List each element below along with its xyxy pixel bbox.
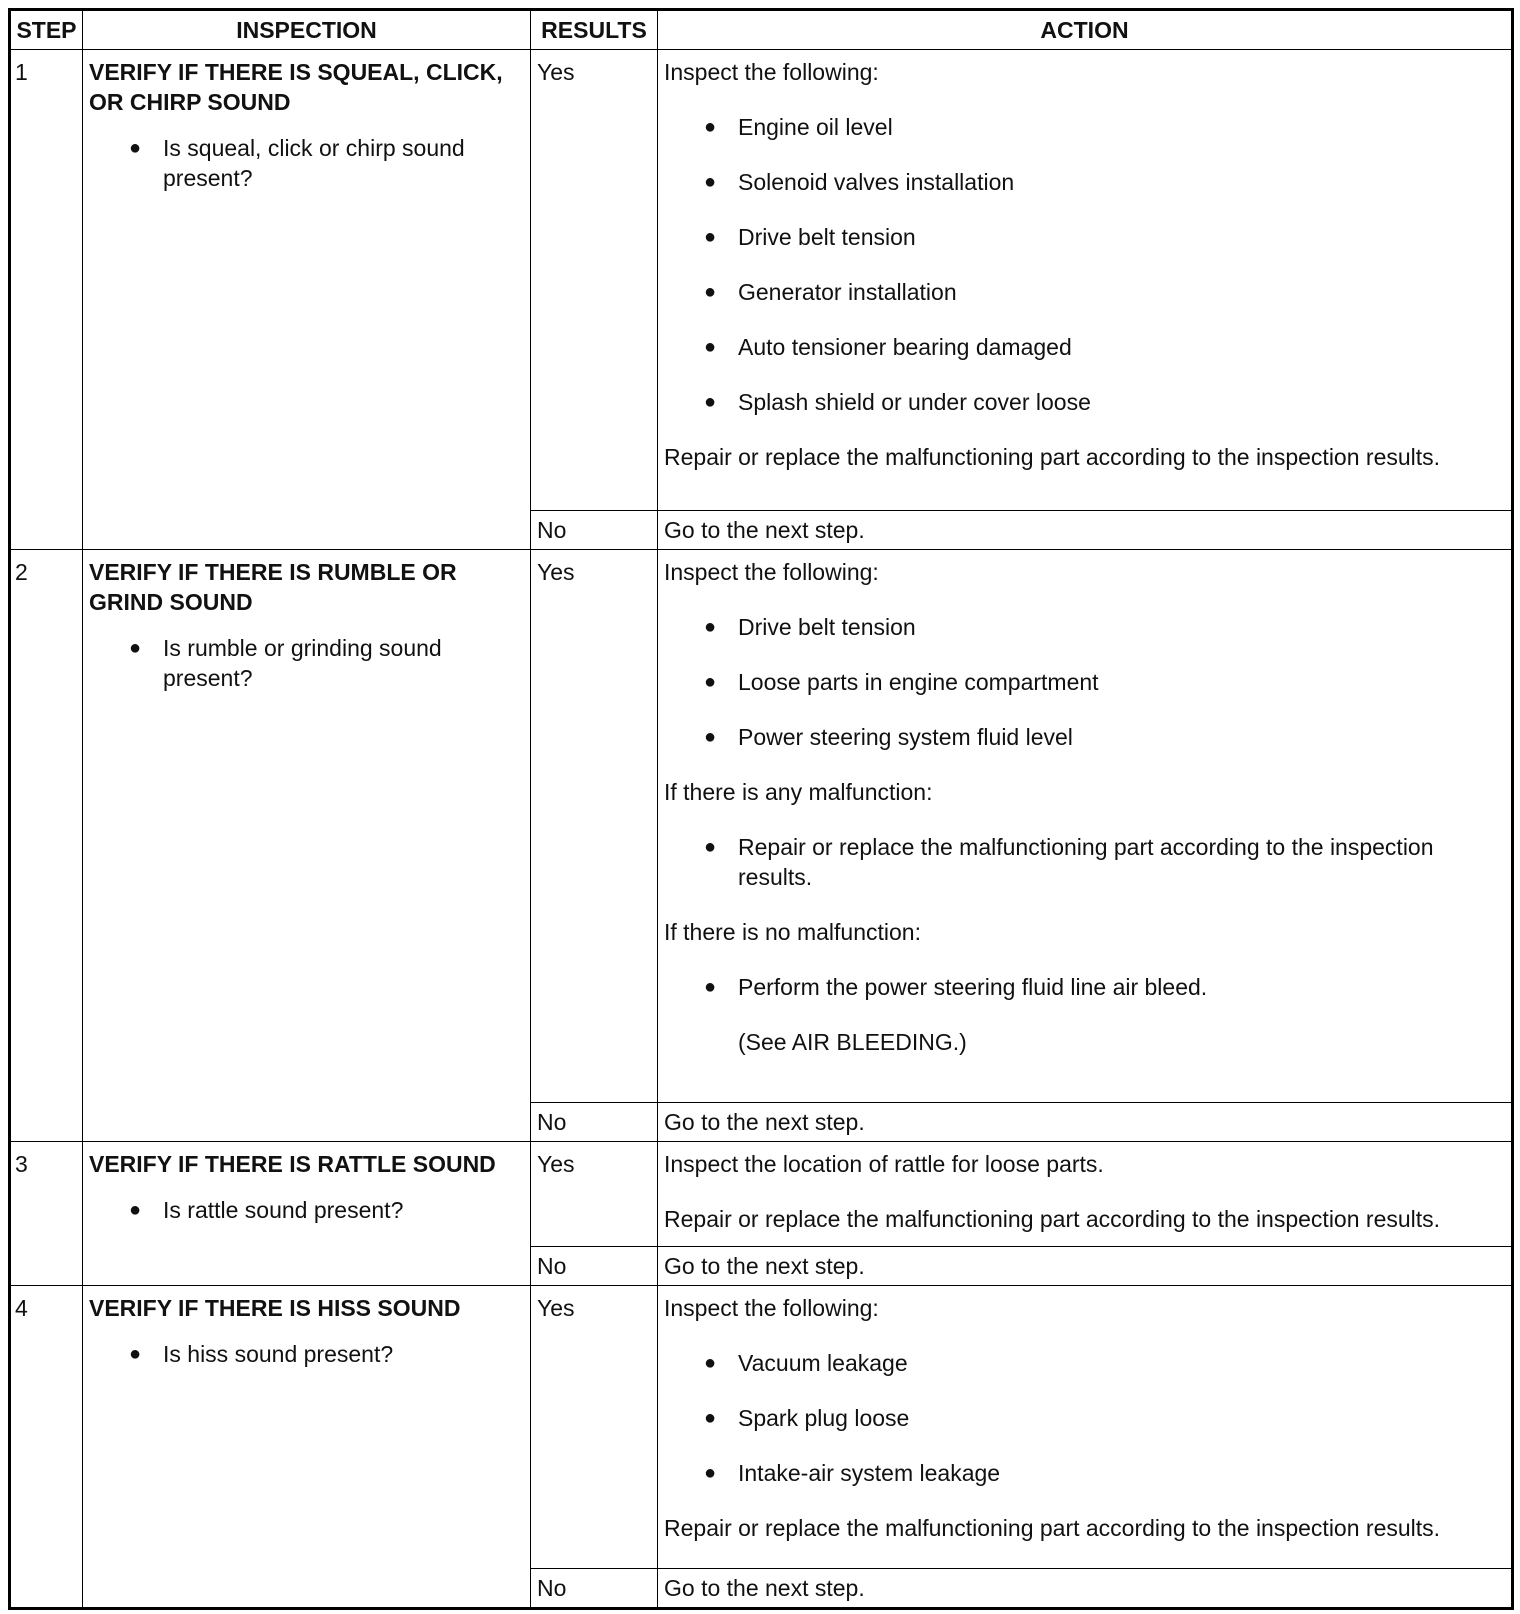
question-text: Is squeal, click or chirp sound present? (163, 135, 465, 191)
list-item (664, 612, 1505, 642)
list-item-text: Drive belt tension (738, 614, 916, 641)
action-intro: Inspect the following: (664, 59, 879, 85)
bullet-icon: ● (704, 726, 717, 749)
step-3-yes-row (11, 1142, 1512, 1247)
inspection-cell (83, 1285, 531, 1607)
action-no: Go to the next step. (658, 1569, 1512, 1608)
bullet-icon: ● (704, 336, 717, 358)
action-yes (658, 1285, 1512, 1568)
list-item-text: Intake-air system leakage (738, 1459, 1001, 1486)
list-item-text: Splash shield or under cover loose (738, 389, 1091, 415)
list-item-text: Repair or replace the malfunctioning part according to the inspection results. (738, 834, 1434, 891)
bullet-icon: ● (704, 1351, 717, 1374)
inspection-title: VERIFY IF THERE IS HISS SOUND (89, 1294, 461, 1321)
action-no: Go to the next step. (658, 1103, 1512, 1142)
list-item (664, 277, 1505, 307)
action-conclusion: Repair or replace the malfunctioning part according to the inspection results. (664, 444, 1441, 470)
action-intro: Inspect the location of rattle for loose parts. (664, 1151, 1104, 1178)
no-malfunction-heading: If there is no malfunction: (664, 919, 921, 946)
step-number: 2 (11, 550, 83, 1142)
inspection-cell (83, 50, 531, 550)
malfunction-heading: If there is any malfunction: (664, 779, 933, 806)
list-item-text: Loose parts in engine compartment (738, 669, 1099, 696)
list-item-text: Auto tensioner bearing damaged (738, 334, 1072, 360)
bullet-icon: ● (704, 976, 717, 999)
bullet-icon: ● (704, 391, 717, 413)
list-item (664, 112, 1505, 142)
bullet-icon: ● (704, 281, 717, 303)
question-text: Is rattle sound present? (163, 1197, 404, 1224)
action-conclusion: Repair or replace the malfunctioning part according to the inspection results. (664, 1206, 1441, 1233)
action-no: Go to the next step. (658, 1246, 1512, 1285)
result-no: No (531, 1103, 658, 1142)
bullet-icon: ● (704, 671, 717, 694)
bullet-icon: ● (129, 1199, 142, 1222)
list-item-text: Solenoid valves installation (738, 169, 1015, 195)
action-yes (658, 50, 1512, 511)
action-yes (658, 550, 1512, 1103)
header-row (11, 11, 1512, 50)
step-1-yes-row (11, 50, 1512, 511)
inspection-cell (83, 550, 531, 1142)
bullet-icon: ● (704, 116, 717, 138)
diagnostic-table (10, 10, 1512, 1608)
see-reference-note: (See AIR BLEEDING.) (738, 1029, 967, 1056)
result-yes: Yes (531, 550, 658, 1103)
action-conclusion: Repair or replace the malfunctioning part according to the inspection results. (664, 1514, 1441, 1541)
list-item (664, 667, 1505, 697)
header-inspection: INSPECTION (83, 11, 531, 50)
inspection-question (89, 1339, 524, 1369)
result-no: No (531, 1246, 658, 1285)
list-item (664, 832, 1505, 892)
bullet-icon: ● (129, 137, 142, 159)
list-item-text: Power steering system fluid level (738, 724, 1073, 751)
list-item (664, 222, 1505, 252)
list-item (664, 972, 1505, 1002)
list-item (664, 722, 1505, 752)
result-no: No (531, 511, 658, 550)
action-intro: Inspect the following: (664, 1294, 879, 1321)
inspection-title: VERIFY IF THERE IS RATTLE SOUND (89, 1151, 496, 1178)
diagnostic-table-sheet (8, 8, 1514, 1610)
list-item-text: Engine oil level (738, 114, 893, 140)
bullet-icon: ● (704, 1461, 717, 1484)
list-item (664, 387, 1505, 417)
list-item-text: Vacuum leakage (738, 1349, 908, 1376)
list-item (664, 332, 1505, 362)
step-number: 3 (11, 1142, 83, 1286)
step-2-yes-row (11, 550, 1512, 1103)
inspection-title: VERIFY IF THERE IS SQUEAL, CLICK, OR CHIRP SOUND (89, 59, 503, 115)
inspection-question (89, 1195, 524, 1225)
inspection-title: VERIFY IF THERE IS RUMBLE OR GRIND SOUND (89, 559, 457, 616)
header-results: RESULTS (531, 11, 658, 50)
inspection-question (89, 133, 524, 193)
header-action: ACTION (658, 11, 1512, 50)
list-item (664, 1403, 1505, 1433)
result-yes: Yes (531, 50, 658, 511)
action-yes (658, 1142, 1512, 1247)
header-step: STEP (11, 11, 83, 50)
action-no: Go to the next step. (658, 511, 1512, 550)
question-text: Is rumble or grinding sound present? (163, 635, 442, 692)
result-yes: Yes (531, 1285, 658, 1568)
list-item (664, 1458, 1505, 1488)
step-4-yes-row (11, 1285, 1512, 1568)
list-item-text: Generator installation (738, 279, 957, 305)
result-yes: Yes (531, 1142, 658, 1247)
step-number: 4 (11, 1285, 83, 1607)
step-number: 1 (11, 50, 83, 550)
list-item-text: Drive belt tension (738, 224, 916, 250)
action-intro: Inspect the following: (664, 559, 879, 586)
list-item (664, 167, 1505, 197)
question-text: Is hiss sound present? (163, 1340, 394, 1367)
list-item-text: Perform the power steering fluid line air bleed. (738, 974, 1208, 1001)
inspection-question (89, 633, 524, 693)
bullet-icon: ● (129, 1342, 142, 1365)
bullet-icon: ● (704, 1406, 717, 1429)
list-item-text: Spark plug loose (738, 1404, 910, 1431)
bullet-icon: ● (704, 836, 717, 859)
bullet-icon: ● (129, 637, 142, 660)
result-no: No (531, 1569, 658, 1608)
bullet-icon: ● (704, 616, 717, 639)
bullet-icon: ● (704, 171, 717, 193)
inspection-cell (83, 1142, 531, 1286)
bullet-icon: ● (704, 226, 717, 248)
list-item (664, 1348, 1505, 1378)
